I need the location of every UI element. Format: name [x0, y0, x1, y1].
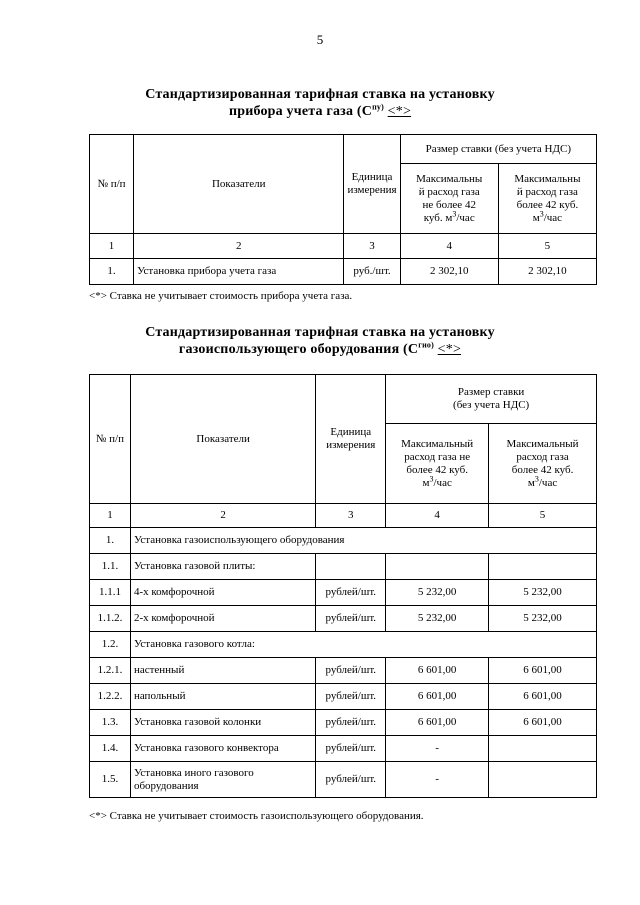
s1-index-2: 2 [134, 234, 344, 259]
row-value-a: 6 601,00 [386, 658, 489, 684]
row-num: 1. [90, 259, 134, 285]
s1-header-col-a: Максимальны й расход газа не более 42 куб. $м^3$/час [400, 164, 498, 234]
section1-footnote-link[interactable]: <*> [387, 104, 412, 119]
section2-footnote: <*> Ставка не учитывает стоимость газоиспользующего оборудования. [89, 810, 424, 822]
s1-index-1: 1 [90, 234, 134, 259]
row-value-a: 6 601,00 [386, 684, 489, 710]
row-name: Установка газового котла: [130, 632, 596, 658]
s2-index-1: 1 [90, 504, 131, 528]
section2-footnote-link[interactable]: <*> [437, 342, 462, 357]
row-unit: рублей/шт. [316, 710, 386, 736]
row-value-b: 6 601,00 [489, 658, 597, 684]
row-name: Установка иного газового оборудования [130, 762, 315, 798]
row-value-b [489, 554, 597, 580]
row-num: 1.1. [90, 554, 131, 580]
s2-header-col-b: Максимальный расход газа более 42 куб. $м^3$/час [489, 424, 597, 504]
table-row [90, 259, 597, 285]
row-name: Установка газового конвектора [130, 736, 315, 762]
s1-header-num: № п/п [90, 135, 134, 234]
row-name: 4-х комфорочной [130, 580, 315, 606]
row-value-b: 5 232,00 [489, 606, 597, 632]
s1-header-indicators: Показатели [134, 135, 344, 234]
table-row [90, 710, 597, 736]
s2-header-num: № п/п [90, 375, 131, 504]
row-value-a: 5 232,00 [386, 606, 489, 632]
section1-footnote: <*> Ставка не учитывает стоимость прибора учета газа. [89, 290, 353, 302]
row-value-a: - [386, 736, 489, 762]
row-name: настенный [130, 658, 315, 684]
section2-title [0, 324, 640, 358]
section2-title-line1: Стандартизированная тарифная ставка на установку [145, 325, 495, 340]
row-num: 1.3. [90, 710, 131, 736]
row-name: 2-х комфорочной [130, 606, 315, 632]
row-unit: руб./шт. [344, 259, 400, 285]
table-row [90, 632, 597, 658]
row-num: 1.2. [90, 632, 131, 658]
page-number: 5 [316, 32, 324, 47]
row-value-a: 2 302,10 [400, 259, 498, 285]
s2-header-col-a: Максимальный расход газа не более 42 куб. $м^3$/час [386, 424, 489, 504]
row-num: 1.4. [90, 736, 131, 762]
row-num: 1.2.2. [90, 684, 131, 710]
row-value-b: 5 232,00 [489, 580, 597, 606]
section1-title [0, 86, 640, 120]
row-name: Установка газовой колонки [130, 710, 315, 736]
section2-table [89, 374, 597, 798]
row-value-b: 2 302,10 [498, 259, 596, 285]
row-name: напольный [130, 684, 315, 710]
row-name: Установка прибора учета газа [134, 259, 344, 285]
section1-title-line1: Стандартизированная тарифная ставка на установку [145, 87, 495, 102]
row-num: 1.1.2. [90, 606, 131, 632]
section1-table [89, 134, 597, 285]
row-value-a: - [386, 762, 489, 798]
row-value-a: 6 601,00 [386, 710, 489, 736]
s1-header-unit: Единица измерения [344, 135, 400, 234]
row-value-b [489, 736, 597, 762]
row-value-b [489, 762, 597, 798]
row-unit: рублей/шт. [316, 762, 386, 798]
table-row [90, 606, 597, 632]
s2-header-indicators: Показатели [130, 375, 315, 504]
row-value-a [386, 554, 489, 580]
row-value-b: 6 601,00 [489, 710, 597, 736]
s1-header-col-b: Максимальны й расход газа более 42 куб. $м^3$/час [498, 164, 596, 234]
s1-index-3: 3 [344, 234, 400, 259]
row-unit: рублей/шт. [316, 580, 386, 606]
row-value-b: 6 601,00 [489, 684, 597, 710]
row-value-a: 5 232,00 [386, 580, 489, 606]
row-unit: рублей/шт. [316, 658, 386, 684]
row-name: Установка газоиспользующего оборудования [130, 528, 596, 554]
row-num: 1.5. [90, 762, 131, 798]
row-unit: рублей/шт. [316, 684, 386, 710]
row-unit: рублей/шт. [316, 606, 386, 632]
s2-index-4: 4 [386, 504, 489, 528]
s1-index-5: 5 [498, 234, 596, 259]
table-row [90, 658, 597, 684]
row-num: 1. [90, 528, 131, 554]
table-row [90, 736, 597, 762]
s2-header-rate: Размер ставки (без учета НДС) [386, 375, 597, 424]
row-num: 1.2.1. [90, 658, 131, 684]
table-row [90, 528, 597, 554]
row-unit [316, 554, 386, 580]
s2-header-unit: Единица измерения [316, 375, 386, 504]
row-unit: рублей/шт. [316, 736, 386, 762]
s1-index-4: 4 [400, 234, 498, 259]
section1-title-line2: прибора учета газа ($С^{пу)}$ <*> [228, 102, 412, 119]
s2-index-3: 3 [316, 504, 386, 528]
s2-index-2: 2 [130, 504, 315, 528]
table-row [90, 580, 597, 606]
section2-title-line2: газоиспользующего оборудования ($С^{гио)}$ <*> [178, 340, 462, 357]
table-row [90, 762, 597, 798]
table-row [90, 684, 597, 710]
s1-header-rate: Размер ставки (без учета НДС) [400, 135, 596, 164]
row-num: 1.1.1 [90, 580, 131, 606]
s2-index-5: 5 [489, 504, 597, 528]
row-name: Установка газовой плиты: [130, 554, 315, 580]
table-row [90, 554, 597, 580]
